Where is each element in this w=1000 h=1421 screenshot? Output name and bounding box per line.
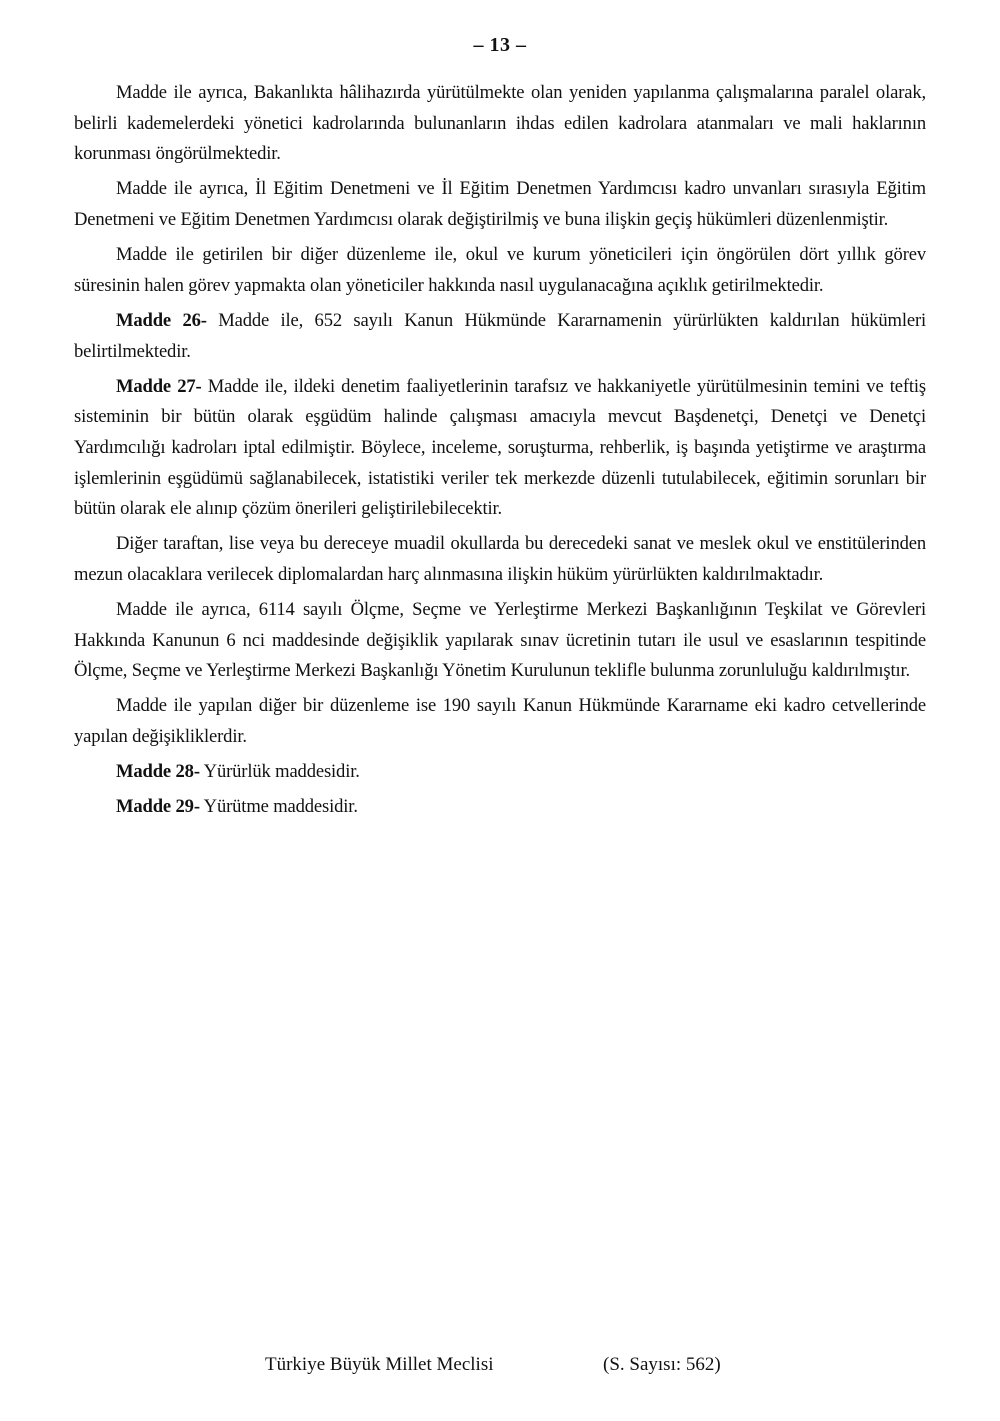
paragraph: [74, 529, 926, 590]
paragraph-text: Madde ile getirilen bir diğer düzenleme ile, okul ve kurum yöneticileri için öngörülen dört yıllık görev süresinin halen görev yapmakta olan yöneticiler hakkında nasıl uygulanacağına açıklık getirilmektedir.: [74, 244, 926, 296]
paragraph-text: Madde ile, ildeki denetim faaliyetlerinin tarafsız ve hakkaniyetle yürütülmesinin temini ve teftiş sisteminin bir bütün olarak eşgüdüm halinde çalışması amacıyla mevcut Başdenetçi, Denetçi ve Denetçi Yardımcılığı kadroları iptal edilmiştir. Böylece, inceleme, soruşturma, rehberlik, iş başında yetiştirme ve araştırma işlemlerinin eşgüdümü sağlanabilecek, istatistiki veriler tek merkezde düzenli tutulabilecek, eğitimin sorunları bir bütün olarak ele alınıp çözüm önerileri geliştirilebilecektir.: [74, 375, 926, 520]
paragraph-text: Diğer taraftan, lise veya bu dereceye muadil okullarda bu derecedeki sanat ve meslek okul ve enstitülerinden mezun olacaklara verilecek diplomalardan harç alınmasına ilişkin hüküm yürürlükten kaldırılmaktadır.: [74, 533, 926, 586]
footer-institution: Türkiye Büyük Millet Meclisi: [265, 1354, 494, 1375]
paragraph: [74, 174, 926, 235]
article-heading: Madde 28-: [116, 761, 200, 783]
paragraph: [74, 595, 926, 687]
paragraph: [74, 78, 926, 170]
article-27: [74, 372, 926, 526]
paragraph: [74, 691, 926, 752]
paragraph: [74, 240, 926, 301]
paragraph-text: Madde ile ayrıca, İl Eğitim Denetmeni ve İl Eğitim Denetmen Yardımcısı kadro unvanları sırasıyla Eğitim Denetmeni ve Eğitim Denetmen Yardımcısı olarak değiştirilmiş ve buna ilişkin geçiş hükümleri düzenlenmiştir.: [74, 178, 926, 231]
article-heading: Madde 26-: [116, 309, 207, 331]
article-28: [74, 757, 926, 788]
paragraph-text: Yürürlük maddesidir.: [199, 761, 360, 783]
paragraph-text: Madde ile ayrıca, Bakanlıkta hâlihazırda yürütülmekte olan yeniden yapılanma çalışmalarına paralel olarak, belirli kademelerdeki yönetici kadrolarında bulunanların ihdas edilen kadrolara atanmaları ve mali haklarının korunması öngörülmektedir.: [74, 82, 926, 165]
paragraph-text: Madde ile, 652 sayılı Kanun Hükmünde Kararnamenin yürürlükten kaldırılan hükümleri belirtilmektedir.: [74, 309, 927, 362]
document-body: [74, 78, 926, 827]
paragraph-text: Madde ile ayrıca, 6114 sayılı Ölçme, Seçme ve Yerleştirme Merkezi Başkanlığının Teşkilat ve Görevleri Hakkında Kanunun 6 nci maddesinde değişiklik yapılarak sınav ücretinin tutarı ile usul ve esaslarının tespitinde Ölçme, Seçme ve Yerleştirme Merkezi Başkanlığı Yönetim Kurulunun teklifle bulunma zorunluluğu kaldırılmıştır.: [74, 599, 926, 682]
article-29: [74, 792, 926, 823]
paragraph-text: Madde ile yapılan diğer bir düzenleme ise 190 sayılı Kanun Hükmünde Kararname eki kadro cetvellerinde yapılan değişikliklerdir.: [74, 695, 926, 748]
article-heading: Madde 27-: [116, 375, 202, 397]
article-heading: Madde 29-: [116, 796, 200, 818]
page-number: – 13 –: [473, 34, 527, 56]
article-26: [74, 306, 926, 367]
footer-issue-number: (S. Sayısı: 562): [603, 1354, 721, 1375]
paragraph-text: Yürütme maddesidir.: [199, 796, 358, 818]
